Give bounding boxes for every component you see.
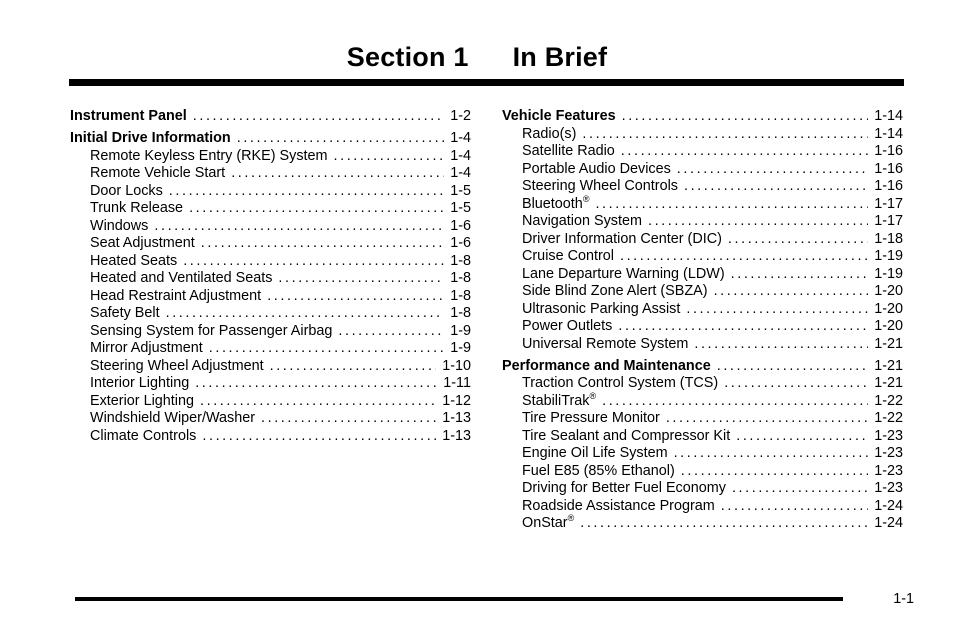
toc-entry-label: Tire Pressure Monitor [522, 410, 660, 426]
toc-entry[interactable] [502, 266, 903, 284]
dot-leader [681, 463, 868, 481]
toc-entry-page: 1-19 [874, 248, 903, 264]
dot-leader [270, 358, 437, 376]
page-number: 1-1 [893, 591, 914, 607]
toc-entry[interactable] [502, 410, 903, 428]
toc-entry[interactable] [502, 283, 903, 301]
dot-leader [674, 445, 869, 463]
dot-leader [677, 161, 868, 179]
toc-column-right [502, 108, 903, 533]
dot-leader [648, 213, 868, 231]
toc-entry[interactable] [70, 200, 471, 218]
toc-entry-page: 1-23 [874, 480, 903, 496]
toc-entry-page: 1-8 [450, 270, 471, 286]
dot-leader [622, 108, 869, 126]
toc-entry-page: 1-4 [450, 147, 471, 164]
toc-entry-label: Remote Vehicle Start [90, 165, 226, 181]
dot-leader [166, 305, 445, 323]
dot-leader [231, 165, 444, 183]
toc-entry[interactable] [70, 253, 471, 271]
dot-leader [714, 283, 869, 301]
toc-entry-page: 1-13 [442, 427, 471, 444]
dot-leader [334, 148, 445, 166]
toc-entry-page: 1-20 [874, 300, 903, 317]
toc-entry-page: 1-6 [450, 217, 471, 234]
toc-entry-label: Fuel E85 (85% Ethanol) [522, 462, 675, 479]
toc-column-left [70, 108, 471, 445]
toc-heading-entry[interactable] [70, 108, 471, 126]
dot-leader [724, 375, 868, 393]
toc-entry-label: Portable Audio Devices [522, 160, 671, 177]
toc-entry-label: Head Restraint Adjustment [90, 287, 262, 304]
toc-entry-page: 1-23 [874, 427, 903, 444]
toc-entry-label: Windows [90, 217, 149, 234]
toc-entry-page: 1-19 [874, 265, 903, 282]
toc-entry-page: 1-5 [450, 200, 471, 216]
toc-entry-label: Safety Belt [90, 305, 160, 321]
toc-entry-label: Climate Controls [90, 427, 197, 444]
dot-leader [195, 375, 437, 393]
toc-entry-label: Heated and Ventilated Seats [90, 270, 273, 286]
toc-entry-label: Roadside Assistance Program [522, 497, 715, 514]
toc-entry-page: 1-20 [874, 318, 903, 334]
toc-entry-label: Bluetooth® [522, 193, 590, 212]
toc-entry-page: 1-22 [874, 410, 903, 426]
dot-leader [237, 130, 444, 148]
toc-entry-label: Sensing System for Passenger Airbag [90, 322, 333, 339]
toc-entry-page: 1-11 [443, 375, 471, 391]
toc-entry[interactable] [70, 393, 471, 411]
dot-leader [620, 248, 868, 266]
toc-entry-label: Seat Adjustment [90, 235, 195, 251]
toc-entry-page: 1-21 [874, 335, 903, 352]
toc-entry-page: 1-14 [874, 108, 903, 124]
toc-entry-page: 1-23 [874, 445, 903, 461]
toc-entry-label: Universal Remote System [522, 335, 689, 352]
dot-leader [193, 108, 444, 126]
toc-entry-page: 1-24 [874, 515, 903, 531]
section-name: In Brief [512, 42, 608, 72]
toc-entry-page: 1-6 [450, 235, 471, 251]
dot-leader [602, 393, 868, 411]
toc-entry-label: Remote Keyless Entry (RKE) System [90, 147, 328, 164]
title-rule [69, 79, 904, 86]
dot-leader [202, 428, 436, 446]
toc-entry-page: 1-21 [874, 357, 903, 374]
toc-entry-label: Driving for Better Fuel Economy [522, 480, 726, 496]
toc-entry-label: Cruise Control [522, 248, 614, 264]
toc-entry[interactable] [502, 515, 903, 533]
toc-entry[interactable] [502, 231, 903, 249]
dot-leader [582, 126, 868, 144]
section-title [0, 42, 954, 73]
toc-entry-page: 1-9 [450, 322, 471, 339]
dot-leader [267, 288, 444, 306]
dot-leader [621, 143, 868, 161]
toc-entry-label: Tire Sealant and Compressor Kit [522, 427, 731, 444]
toc-entry[interactable] [70, 270, 471, 288]
toc-entry[interactable] [502, 428, 903, 446]
toc-entry-page: 1-4 [450, 165, 471, 181]
toc-entry[interactable] [70, 305, 471, 323]
dot-leader [183, 253, 444, 271]
dot-leader [686, 301, 868, 319]
toc-entry-page: 1-17 [874, 213, 903, 229]
dot-leader [731, 266, 869, 284]
section-number: Section 1 [346, 42, 469, 72]
dot-leader [732, 480, 868, 498]
toc-entry-label: Exterior Lighting [90, 392, 194, 409]
toc-entry-page: 1-10 [442, 357, 471, 374]
toc-entry-page: 1-22 [874, 392, 903, 409]
dot-leader [618, 318, 868, 336]
toc-entry-label: Navigation System [522, 213, 642, 229]
toc-entry[interactable] [502, 498, 903, 516]
toc-entry[interactable] [70, 235, 471, 253]
toc-entry-page: 1-21 [874, 375, 903, 391]
toc-entry-page: 1-17 [874, 195, 903, 212]
registered-mark: ® [567, 513, 575, 523]
toc-entry-label: Performance and Maintenance [502, 357, 711, 374]
toc-entry[interactable] [502, 463, 903, 481]
toc-entry-page: 1-18 [874, 230, 903, 247]
toc-entry-label: Traction Control System (TCS) [522, 375, 719, 391]
toc-entry-page: 1-20 [874, 283, 903, 299]
dot-leader [736, 428, 868, 446]
toc-entry-page: 1-23 [874, 462, 903, 479]
dot-leader [728, 231, 868, 249]
toc-entry[interactable] [502, 480, 903, 498]
toc-heading-entry[interactable] [502, 358, 903, 376]
dot-leader [201, 235, 444, 253]
toc-entry[interactable] [70, 323, 471, 341]
dot-leader [666, 410, 868, 428]
toc-entry-label: Instrument Panel [70, 108, 187, 124]
dot-leader [338, 323, 444, 341]
footer-rule [75, 597, 843, 601]
toc-entry-label: StabiliTrak® [522, 390, 597, 409]
toc-entry-label: Radio(s) [522, 125, 577, 142]
dot-leader [261, 410, 436, 428]
dot-leader [209, 340, 444, 358]
toc-entry-page: 1-8 [450, 252, 471, 269]
toc-entry[interactable] [502, 126, 903, 144]
toc-entry[interactable] [502, 390, 903, 411]
toc-entry[interactable] [502, 375, 903, 393]
toc-entry-page: 1-16 [874, 178, 903, 194]
toc-entry[interactable] [70, 218, 471, 236]
toc-entry[interactable] [502, 301, 903, 319]
toc-heading-entry[interactable] [502, 108, 903, 126]
toc-entry-label: Power Outlets [522, 318, 613, 334]
dot-leader [580, 515, 868, 533]
dot-leader [684, 178, 868, 196]
toc-entry-label: Mirror Adjustment [90, 340, 203, 356]
toc-entry-label: Door Locks [90, 182, 163, 199]
toc-heading-entry[interactable] [70, 130, 471, 148]
dot-leader [200, 393, 436, 411]
toc-entry-page: 1-8 [450, 305, 471, 321]
toc-entry[interactable] [70, 165, 471, 183]
registered-mark: ® [589, 390, 597, 401]
toc-entry[interactable] [70, 148, 471, 166]
toc-entry-page: 1-12 [442, 392, 471, 409]
toc-entry-label: Trunk Release [90, 200, 184, 216]
dot-leader [278, 270, 444, 288]
toc-entry-label: Windshield Wiper/Washer [90, 410, 256, 426]
toc-entry-label: Heated Seats [90, 252, 178, 269]
toc-entry[interactable] [70, 183, 471, 201]
toc-entry[interactable] [70, 428, 471, 446]
toc-entry[interactable] [70, 375, 471, 393]
toc-entry[interactable] [70, 288, 471, 306]
toc-entry-page: 1-16 [874, 160, 903, 177]
toc-entry-label: Initial Drive Information [70, 130, 231, 146]
toc-entry-page: 1-24 [874, 497, 903, 514]
toc-entry-page: 1-16 [874, 143, 903, 159]
dot-leader [169, 183, 444, 201]
toc-entry[interactable] [502, 161, 903, 179]
dot-leader [189, 200, 444, 218]
toc-entry[interactable] [70, 358, 471, 376]
toc-entry-label: Steering Wheel Controls [522, 178, 678, 194]
toc-entry[interactable] [502, 213, 903, 231]
registered-mark: ® [582, 193, 590, 204]
toc-entry-page: 1-9 [450, 340, 471, 356]
dot-leader [694, 336, 868, 354]
toc-entry-page: 1-2 [450, 108, 471, 124]
toc-entry-page: 1-8 [450, 287, 471, 304]
toc-entry-label: Side Blind Zone Alert (SBZA) [522, 283, 708, 299]
toc-entry[interactable] [502, 143, 903, 161]
dot-leader [595, 196, 868, 214]
toc-entry-page: 1-13 [442, 410, 471, 426]
toc-entry-label: Satellite Radio [522, 143, 615, 159]
toc-entry[interactable] [502, 318, 903, 336]
dot-leader [154, 218, 444, 236]
toc-entry[interactable] [502, 178, 903, 196]
toc-entry-label: Lane Departure Warning (LDW) [522, 265, 725, 282]
toc-entry-page: 1-4 [450, 130, 471, 146]
toc-entry[interactable] [502, 248, 903, 266]
toc-entry[interactable] [502, 193, 903, 214]
toc-entry[interactable] [502, 336, 903, 354]
toc-entry[interactable] [70, 340, 471, 358]
toc-entry[interactable] [70, 410, 471, 428]
dot-leader [717, 358, 868, 376]
toc-entry-label: Engine Oil Life System [522, 445, 668, 461]
toc-entry-label: Ultrasonic Parking Assist [522, 300, 681, 317]
dot-leader [721, 498, 868, 516]
toc-entry-label: Driver Information Center (DIC) [522, 230, 722, 247]
toc-entry-label: Vehicle Features [502, 108, 616, 124]
toc-entry-label: Interior Lighting [90, 375, 190, 391]
toc-entry-label: Steering Wheel Adjustment [90, 357, 264, 374]
toc-entry-page: 1-14 [874, 125, 903, 142]
toc-entry-label: OnStar® [522, 513, 575, 531]
toc-entry-page: 1-5 [450, 182, 471, 199]
toc-entry[interactable] [502, 445, 903, 463]
